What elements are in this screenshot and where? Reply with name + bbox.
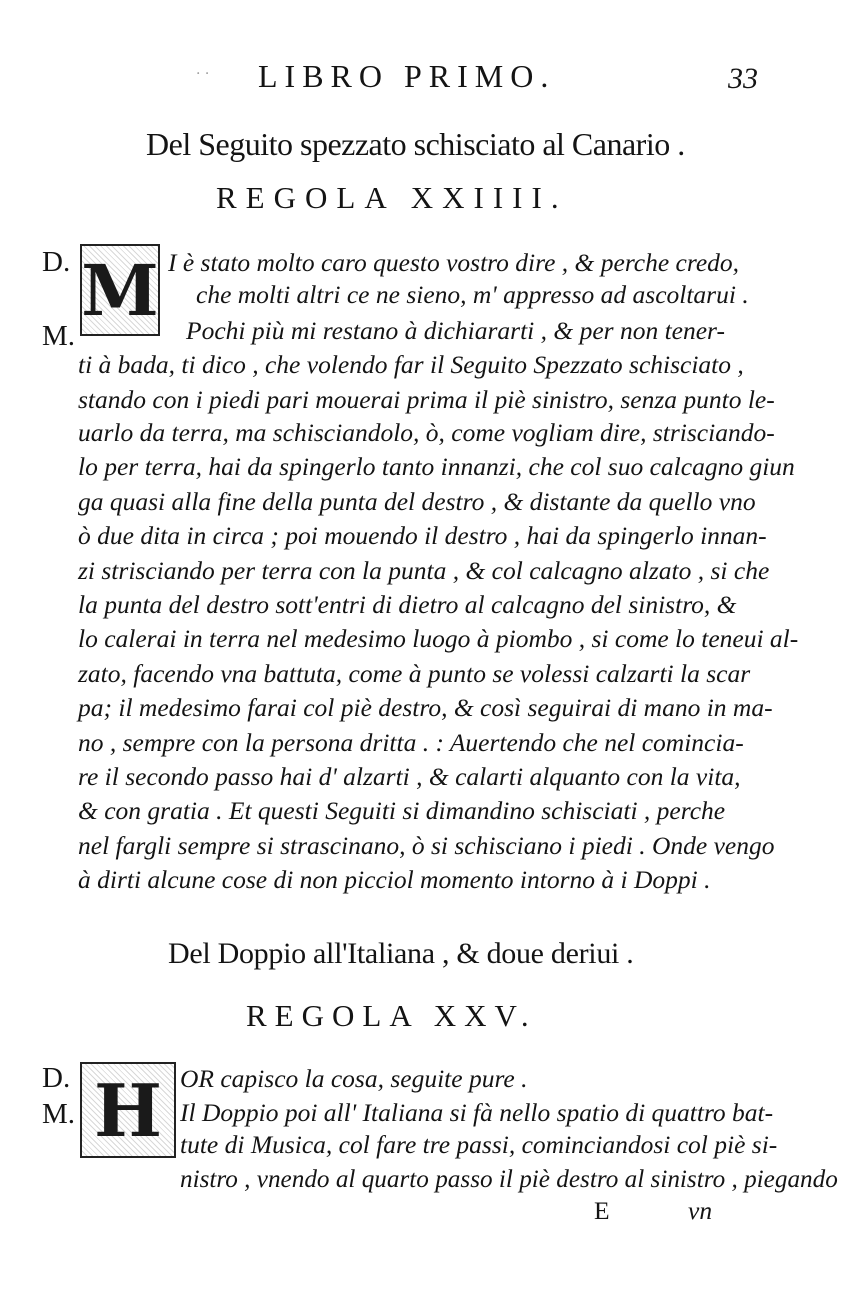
signature-mark: E xyxy=(594,1196,610,1225)
text-line: ti à bada, ti dico , che volendo far il Seguito Spezzato schisciato , xyxy=(78,350,744,379)
section-title: Del Seguito spezzato schisciato al Canario . xyxy=(146,126,685,162)
text-line: no , sempre con la persona dritta . : Auertendo che nel comincia- xyxy=(78,728,744,757)
text-line: Il Doppio poi all' Italiana si fà nello spatio di quattro bat- xyxy=(180,1098,774,1127)
text-line: ò due dita in circa ; poi mouendo il destro , hai da spingerlo innan- xyxy=(78,521,767,550)
text-line: zi strisciando per terra con la punta , & col calcagno alzato , si che xyxy=(78,556,770,585)
rule-heading: REGOLA XXV. xyxy=(246,998,537,1033)
text-line: OR capisco la cosa, seguite pure . xyxy=(180,1064,528,1093)
text-line: re il secondo passo hai d' alzarti , & calarti alquanto con la vita, xyxy=(78,762,741,791)
text-line: uarlo da terra, ma schisciandolo, ò, come vogliam dire, strisciando- xyxy=(78,418,775,447)
running-head: LIBRO PRIMO. xyxy=(258,58,556,94)
text-line: stando con i piedi pari mouerai prima il piè sinistro, senza punto le- xyxy=(78,385,775,414)
rule-heading: REGOLA XXIIII. xyxy=(216,180,568,215)
speaker-label-m: M. xyxy=(42,320,76,352)
text-line: & con gratia . Et questi Seguiti si dimandino schisciati , perche xyxy=(78,796,726,825)
text-line: che molti altri ce ne sieno, m' appresso ad ascoltarui . xyxy=(196,280,749,309)
text-line: la punta del destro sott'entri di dietro al calcagno del sinistro, & xyxy=(78,590,737,619)
text-line: lo per terra, hai da spingerlo tanto innanzi, che col suo calcagno giun xyxy=(78,452,795,481)
text-line: I è stato molto caro questo vostro dire , & perche credo, xyxy=(168,248,740,277)
speaker-label-d: D. xyxy=(42,246,71,278)
speaker-label-m: M. xyxy=(42,1098,76,1130)
text-line: lo calerai in terra nel medesimo luogo à piombo , si come lo teneui al- xyxy=(78,624,799,653)
text-line: pa; il medesimo farai col piè destro, & così seguirai di mano in ma- xyxy=(78,693,773,722)
speaker-label-d: D. xyxy=(42,1062,71,1094)
text-line: nel fargli sempre si strascinano, ò si schisciano i piedi . Onde vengo xyxy=(78,831,775,860)
text-line: ga quasi alla fine della punta del destro , & distante da quello vno xyxy=(78,487,756,516)
decorated-initial: M xyxy=(80,244,160,336)
decorated-initial: H xyxy=(80,1062,176,1158)
text-line: tute di Musica, col fare tre passi, cominciandosi col piè si- xyxy=(180,1130,778,1159)
text-line: Pochi più mi restano à dichiararti , & per non tener- xyxy=(186,316,725,345)
catchword: vn xyxy=(688,1196,713,1225)
ink-speck: · · xyxy=(196,66,210,82)
text-line: à dirti alcune cose di non picciol momento intorno à i Doppi . xyxy=(78,865,711,894)
text-line: zato, facendo vna battuta, come à punto se volessi calzarti la scar xyxy=(78,659,751,688)
section-title: Del Doppio all'Italiana , & doue deriui . xyxy=(168,937,634,970)
text-line: nistro , vnendo al quarto passo il piè destro al sinistro , piegando xyxy=(180,1164,838,1193)
page-number: 33 xyxy=(728,62,758,95)
